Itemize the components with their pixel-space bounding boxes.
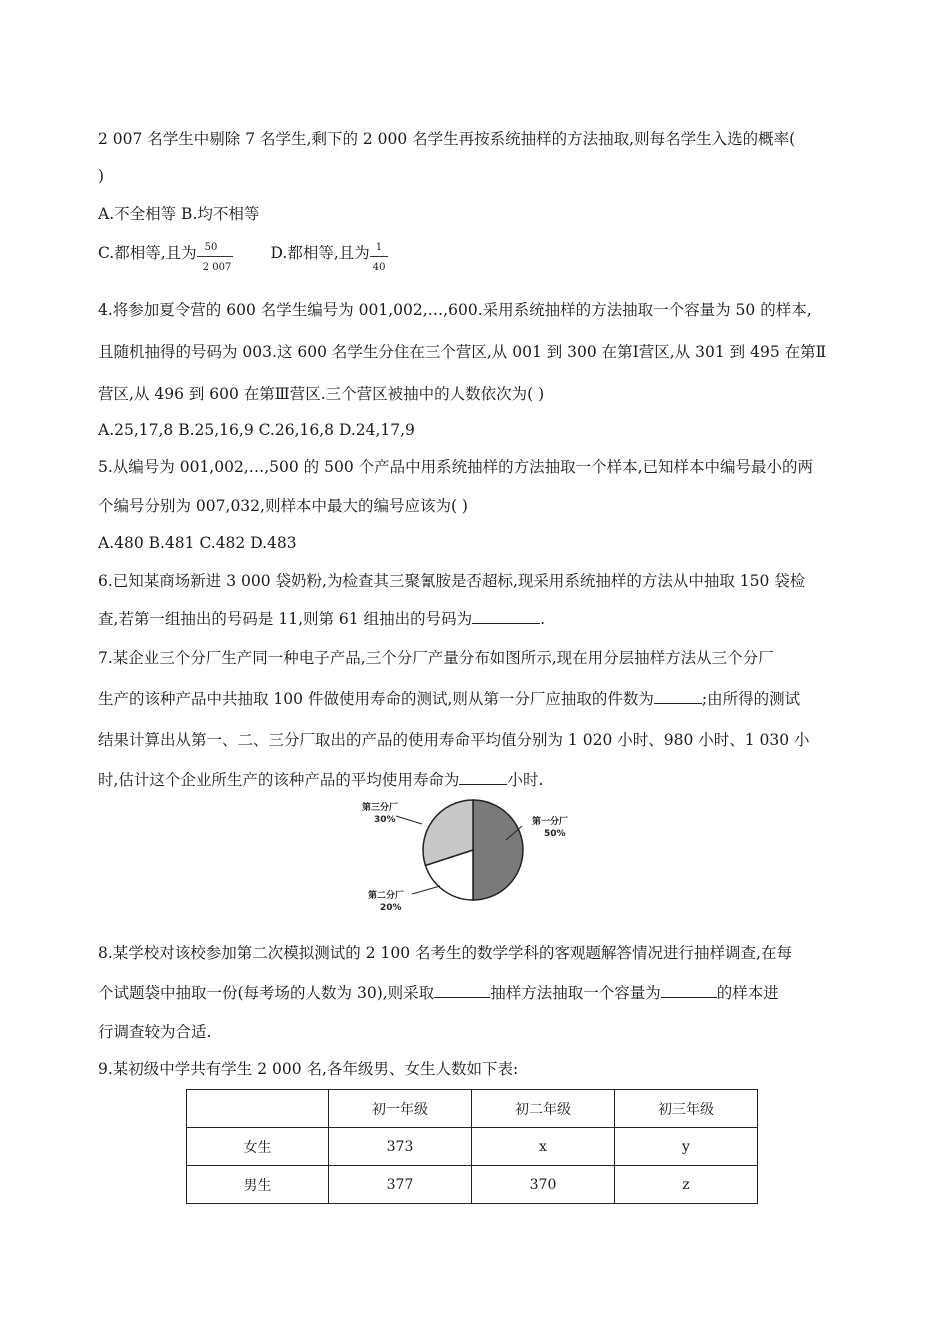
q7-line4 bbox=[98, 770, 543, 790]
q3-option-c-text: C.都相等,且为 bbox=[98, 244, 197, 262]
q3-option-d-text: D.都相等,且为 bbox=[270, 244, 370, 262]
table-header-cell bbox=[187, 1090, 329, 1128]
answer-blank bbox=[654, 689, 702, 704]
q8-line2-mid: 抽样方法抽取一个容量为 bbox=[490, 984, 661, 1002]
q9-line1: 9.某初级中学共有学生 2 000 名,各年级男、女生人数如下表: bbox=[98, 1060, 519, 1078]
q4-line3: 营区,从 496 到 600 在第Ⅲ营区.三个营区被抽中的人数依次为( ) bbox=[98, 385, 545, 403]
table-header-cell: 初二年级 bbox=[472, 1090, 615, 1128]
fraction-bar bbox=[370, 256, 388, 257]
table-cell: 女生 bbox=[187, 1128, 329, 1166]
table-header-cell: 初一年级 bbox=[329, 1090, 472, 1128]
pie-slice-label: 第三分厂 bbox=[362, 803, 399, 813]
q7-line2-text: 生产的该种产品中共抽取 100 件做使用寿命的测试,则从第一分厂应抽取的件数为 bbox=[98, 690, 654, 708]
pie-slice bbox=[473, 800, 523, 900]
fraction-denominator: 2 007 bbox=[202, 262, 232, 273]
q6-line2 bbox=[98, 609, 545, 629]
pie-slice-percent: 50% bbox=[544, 829, 566, 839]
answer-blank bbox=[661, 983, 717, 998]
table-cell: y bbox=[615, 1128, 758, 1166]
q8-line2-end: 的样本进 bbox=[716, 984, 779, 1002]
table-row bbox=[187, 1128, 758, 1166]
q5-line1: 5.从编号为 001,002,…,500 的 500 个产品中用系统抽样的方法抽取一个样本,已知样本中编号最小的两 bbox=[98, 458, 814, 476]
table-cell: 370 bbox=[472, 1166, 615, 1204]
pie-slice-percent: 20% bbox=[380, 903, 402, 913]
factory-output-pie-chart bbox=[360, 790, 580, 920]
q3-options-cd bbox=[98, 242, 392, 273]
q7-line2 bbox=[98, 689, 800, 709]
table-cell: 男生 bbox=[187, 1166, 329, 1204]
grade-gender-table bbox=[186, 1089, 758, 1204]
q4-line2: 且随机抽得的号码为 003.这 600 名学生分住在三个营区,从 001 到 300 在第Ⅰ营区,从 301 到 495 在第Ⅱ bbox=[98, 343, 827, 361]
table-cell: 377 bbox=[329, 1166, 472, 1204]
q5-options: A.480 B.481 C.482 D.483 bbox=[98, 534, 297, 552]
fraction-numerator: 1 bbox=[375, 242, 383, 253]
pie-leader-line bbox=[412, 886, 440, 894]
q7-line1: 7.某企业三个分厂生产同一种电子产品,三个分厂产量分布如图所示,现在用分层抽样方法从三个分厂 bbox=[98, 649, 774, 667]
table-row bbox=[187, 1166, 758, 1204]
fraction-numerator: 50 bbox=[204, 242, 218, 253]
pie-slice-label: 第一分厂 bbox=[532, 817, 569, 827]
q3-option-c-fraction bbox=[197, 242, 237, 273]
q8-line2 bbox=[98, 983, 779, 1003]
answer-blank bbox=[434, 983, 490, 998]
q7-line4-text: 时,估计这个企业所生产的该种产品的平均使用寿命为 bbox=[98, 771, 460, 789]
q4-options: A.25,17,8 B.25,16,9 C.26,16,8 D.24,17,9 bbox=[98, 421, 415, 439]
pie-slice-label: 第二分厂 bbox=[368, 891, 405, 901]
q3-option-d-fraction bbox=[370, 242, 392, 273]
q5-line2: 个编号分别为 007,032,则样本中最大的编号应该为( ) bbox=[98, 497, 468, 515]
answer-blank bbox=[472, 609, 540, 624]
q7-line2-end: ;由所得的测试 bbox=[701, 690, 801, 708]
fraction-bar bbox=[197, 256, 233, 257]
answer-blank bbox=[459, 770, 507, 785]
q7-line4-end: 小时. bbox=[507, 771, 544, 789]
pie-slice-percent: 30% bbox=[374, 815, 396, 825]
table-cell: 373 bbox=[329, 1128, 472, 1166]
table-cell: x bbox=[472, 1128, 615, 1166]
table-cell: z bbox=[615, 1166, 758, 1204]
q4-line1: 4.将参加夏令营的 600 名学生编号为 001,002,…,600.采用系统抽样的方法抽取一个容量为 50 的样本, bbox=[98, 301, 812, 319]
pie-leader-line bbox=[396, 816, 422, 824]
table-header-row bbox=[187, 1090, 758, 1128]
q8-line1: 8.某学校对该校参加第二次模拟测试的 2 100 名考生的数学学科的客观题解答情况进行抽样调查,在每 bbox=[98, 944, 792, 962]
q6-line1: 6.已知某商场新进 3 000 袋奶粉,为检查其三聚氰胺是否超标,现采用系统抽样的方法从中抽取 150 袋检 bbox=[98, 572, 806, 590]
q7-line3: 结果计算出从第一、二、三分厂取出的产品的使用寿命平均值分别为 1 020 小时、980 小时、1 030 小 bbox=[98, 731, 810, 749]
table-header-cell: 初三年级 bbox=[615, 1090, 758, 1128]
q8-line2-text: 个试题袋中抽取一份(每考场的人数为 30),则采取 bbox=[98, 984, 435, 1002]
fraction-denominator: 40 bbox=[372, 262, 386, 273]
q8-line3: 行调查较为合适. bbox=[98, 1023, 212, 1041]
q6-line2-end: . bbox=[540, 610, 546, 628]
q3-stem-line2: ) bbox=[98, 167, 105, 185]
q6-line2-text: 查,若第一组抽出的号码是 11,则第 61 组抽出的号码为 bbox=[98, 610, 473, 628]
q3-options-ab: A.不全相等 B.均不相等 bbox=[98, 205, 260, 223]
q3-stem-line1: 2 007 名学生中剔除 7 名学生,剩下的 2 000 名学生再按系统抽样的方法抽取,则每名学生入选的概率( bbox=[98, 130, 796, 148]
